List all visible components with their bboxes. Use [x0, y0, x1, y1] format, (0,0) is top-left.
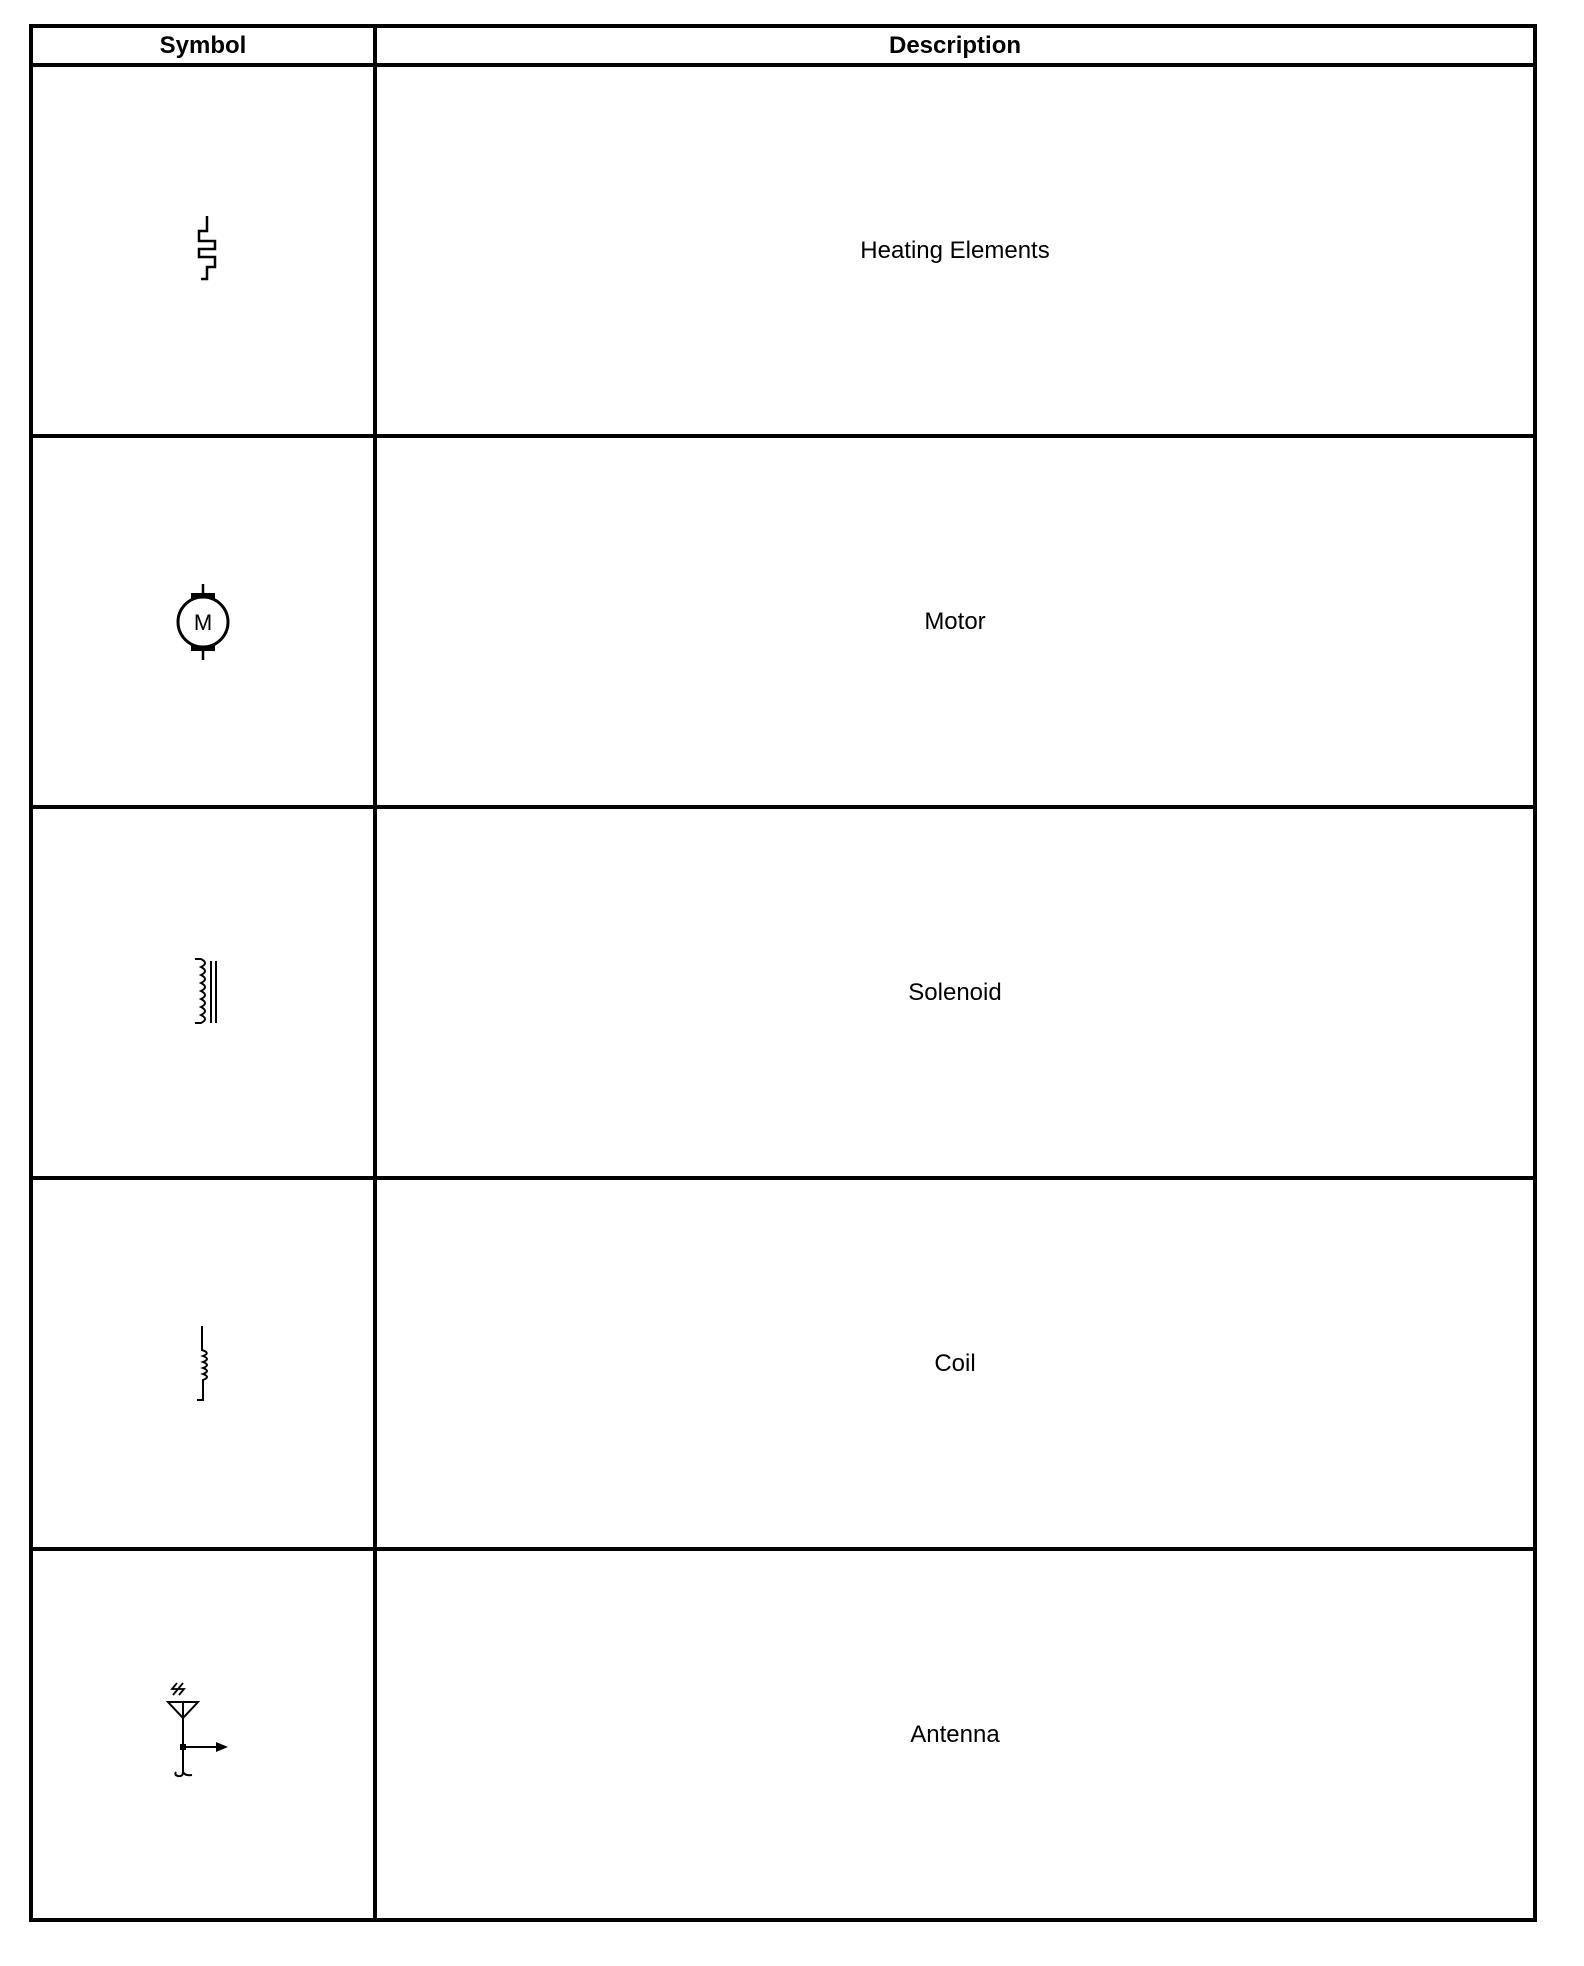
table-row: [31, 1178, 1535, 1549]
symbol-cell: [31, 1549, 375, 1920]
table-row: [31, 1549, 1535, 1920]
table-header-row: [31, 26, 1535, 65]
description-cell: Solenoid: [375, 807, 1535, 1178]
heating-element-icon: [173, 211, 233, 291]
table-row: [31, 807, 1535, 1178]
motor-letter: M: [193, 609, 213, 635]
table-row: [31, 65, 1535, 436]
coil-icon: [173, 1324, 233, 1404]
table-row: [31, 436, 1535, 807]
description-cell: Heating Elements: [375, 65, 1535, 436]
symbol-cell: [31, 65, 375, 436]
solenoid-icon: [173, 953, 233, 1033]
symbol-cell: [31, 807, 375, 1178]
motor-icon: [168, 582, 238, 662]
symbol-cell: [31, 1178, 375, 1549]
description-cell: Antenna: [375, 1549, 1535, 1920]
header-symbol: Symbol: [31, 26, 375, 65]
description-cell: Motor: [375, 436, 1535, 807]
symbol-cell: [31, 436, 375, 807]
header-description: Description: [375, 26, 1535, 65]
antenna-icon: [158, 1680, 248, 1790]
symbol-description-table: [29, 24, 1537, 1922]
description-cell: Coil: [375, 1178, 1535, 1549]
